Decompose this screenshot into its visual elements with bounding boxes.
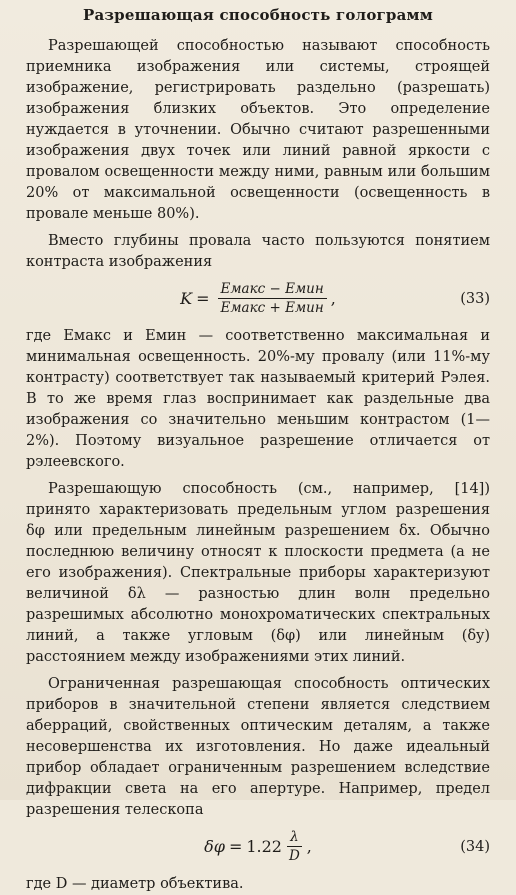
- paragraph-diffraction-limit: Ограниченная разрешающая способность оптических приборов в значительной степени является следствием аберраций, свойственных оптическим деталям, а также несовершенства их изготовления. Но даже идеальный прибор обладает ограниченным разрешением вследствие дифракции света на его апертуре. Например, предел разрешения телескопа: [26, 676, 490, 818]
- paragraph-diameter-note: где D — диаметр объектива.: [26, 876, 244, 892]
- paragraph-contrast-explanation: где Eмакс и Eмин — соответственно максимальная и минимальная освещенность. 20%-му провалу (или 11%-му контрасту) соответствует так называемый критерий Рэлея. В то же время глаз воспринимает как раздельные два изображения со значительно меньшим контрастом (1—2%). Поэтому визуальное разрешение отличается от рэлеевского.: [26, 328, 490, 470]
- formula-33-trail: ,: [330, 289, 336, 308]
- paragraph-resolution-measures: Разрешающую способность (см., например, [14]) принято характеризовать предельным углом разрешения δφ или предельным линейным разрешением δx. Обычно последнюю величину относят к плоскости предмета (а не его изображения). Спектральные приборы характеризуют величиной δλ — разностью длин волн предельно разрешимых абсолютно монохроматических спектральных линий, а также угловым (δφ) или линейным (δy) расстоянием между изображениями этих линий.: [26, 481, 490, 665]
- paragraph-definition: Разрешающей способностью называют способность приемника изображения или системы, строящей изображение, регистрировать раздельно (разрешать) изображения близких объектов. Это определение нуждается в уточнении. Обычно считают разрешенными изображения двух точек или линий равной яркости с провалом освещенности между ними, равным или большим 20% от максимальной освещенности (освещенность в провале меньше 80%).: [26, 38, 490, 222]
- formula-33-denominator: Eмакс + Eмин: [220, 300, 324, 316]
- formula-34-coefficient: 1.22: [246, 837, 282, 856]
- formula-33-number: (33): [460, 290, 490, 307]
- formula-33-fraction: [218, 281, 327, 316]
- formula-33-numerator: Eмакс − Eмин: [218, 281, 327, 299]
- formula-34-lhs: δφ: [204, 837, 225, 856]
- paragraph-contrast-intro: Вместо глубины провала часто пользуются понятием контраста изображения: [26, 233, 490, 270]
- formula-34-fraction: [286, 829, 303, 864]
- formula-34-equals: =: [228, 837, 243, 856]
- formula-34-number: (34): [460, 838, 490, 855]
- formula-34-numerator: λ: [287, 829, 302, 847]
- formula-33-lhs: K: [180, 289, 193, 308]
- formula-33: [26, 281, 490, 316]
- section-title: Разрешающая способность голограмм: [83, 6, 433, 24]
- formula-34-trail: ,: [306, 837, 312, 856]
- formula-34-denominator: D: [288, 848, 300, 864]
- formula-34: [26, 829, 490, 864]
- formula-33-equals: =: [196, 289, 210, 308]
